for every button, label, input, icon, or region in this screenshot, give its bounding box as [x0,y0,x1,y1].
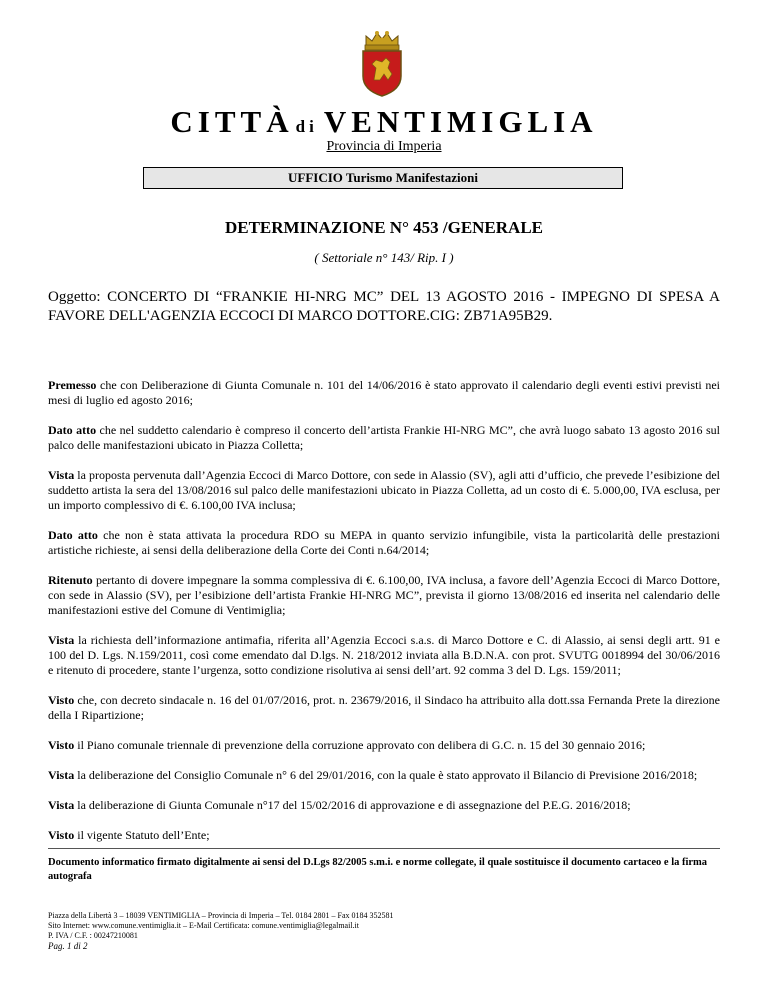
paragraph [48,798,720,813]
page-footer [48,911,720,951]
city-title-part2: VENTIMIGLIA [323,104,598,139]
province-label: Provincia di Imperia [326,139,442,154]
paragraph-text: il vigente Statuto dell’Ente; [74,828,210,842]
paragraph [48,828,720,843]
paragraph-text: pertanto di dovere impegnare la somma complessiva di €. 6.100,00, IVA inclusa, a favore dell’Agenzia Eccoci di Marco Dottore, con sede in Alassio (SV), per l’esibizione dell’artista Frankie HI-NRG MC”, prevista il giorno 13/08/2016 ed inserita nel calendario delle manifestazioni estive del Comune di Ventimiglia; [48,573,720,617]
page-number: Pag. 1 di 2 [48,941,88,951]
city-title [0,104,768,140]
paragraph-text: il Piano comunale triennale di prevenzione della corruzione approvato con delibera di G.C. n. 15 del 30 gennaio 2016; [74,738,646,752]
digital-signature-note: Documento informatico firmato digitalmente ai sensi del D.Lgs 82/2005 s.m.i. e norme collegate, il quale sostituisce il documento cartaceo e la firma autografa [48,857,708,882]
paragraph-lead: Vista [48,768,75,782]
paragraph-lead: Dato atto [48,528,98,542]
paragraph [48,378,720,408]
paragraph [48,423,720,453]
city-title-di: di [295,117,318,136]
footer-web: Sito Internet: www.comune.ventimiglia.it – E-Mail Certificata: comune.ventimiglia@legalmail.it [48,921,359,930]
paragraph-text: che, con decreto sindacale n. 16 del 01/07/2016, prot. n. 23679/2016, il Sindaco ha attribuito alla dott.ssa Fernanda Prete la direzione della I Ripartizione; [48,693,720,722]
paragraph-lead: Vista [48,633,75,647]
document-body [48,378,720,858]
paragraph-text: che non è stata attivata la procedura RDO su MEPA in quanto servizio infungibile, vista la particolarità delle prestazioni artistiche richieste, ai sensi della deliberazione della Corte dei Conti n.64/2014; [48,528,720,557]
subject-line: Oggetto: CONCERTO DI “FRANKIE HI-NRG MC” DEL 13 AGOSTO 2016 - IMPEGNO DI SPESA A FAVORE DELL'AGENZIA ECCOCI DI MARCO DOTTORE.CIG: ZB71A95B29. [48,289,720,324]
paragraph-text: che con Deliberazione di Giunta Comunale n. 101 del 14/06/2016 è stato approvato il calendario degli eventi estivi previsti nei mesi di luglio ed agosto 2016; [48,378,720,407]
paragraph-text: la deliberazione di Giunta Comunale n°17 del 15/02/2016 di approvazione e di assegnazione del P.E.G. 2016/2018; [74,798,631,812]
office-box: UFFICIO Turismo Manifestazioni [143,167,623,189]
paragraph [48,693,720,723]
paragraph-lead: Visto [48,693,75,707]
determination-title: DETERMINAZIONE N° 453 /GENERALE [224,218,544,237]
paragraph [48,468,720,513]
footer-address: Piazza della Libertà 3 – 18039 VENTIMIGLIA – Provincia di Imperia – Tel. 0184 2801 – Fax 0184 352581 [48,911,394,920]
paragraph-text: la proposta pervenuta dall’Agenzia Eccoci di Marco Dottore, con sede in Alassio (SV), agli atti d’ufficio, che prevede l’esibizione del suddetto artista la sera del 13/08/2016 sul palco delle manifestazioni ubicato in Piazza Colletta, ad un costo di €. 5.000,00, IVA esclusa, per un importo complessivo di €. 6.100,00 IVA inclusa; [48,468,720,512]
paragraph-lead: Premesso [48,378,97,392]
paragraph-lead: Dato atto [48,423,97,437]
footer-divider [48,848,720,849]
paragraph [48,528,720,558]
city-title-part1: CITTÀ [170,104,294,139]
paragraph [48,573,720,618]
paragraph-text: la deliberazione del Consiglio Comunale n° 6 del 29/01/2016, con la quale è stato approvato il Bilancio di Previsione 2016/2018; [74,768,698,782]
paragraph [48,768,720,783]
paragraph-lead: Ritenuto [48,573,93,587]
paragraph [48,633,720,678]
paragraph-lead: Visto [48,828,75,842]
footer-vat: P. IVA / C.F. : 00247210081 [48,931,138,940]
city-crest-icon [356,28,408,98]
paragraph-lead: Vista [48,468,75,482]
paragraph-lead: Visto [48,738,75,752]
paragraph-text: la richiesta dell’informazione antimafia, riferita all’Agenzia Eccoci s.a.s. di Marco Dottore e C. di Alassio, ai sensi degli artt. 91 e 100 del D. Lgs. N.159/2011, così come emendato dal D.lgs. N. 218/2012 inviata alla B.D.N.A. con prot. SVUTG 0018994 del 30/06/2016 e ritenuto di procedere, stante l’urgenza, sotto condizione risolutiva ai sensi dell’art. 92 comma 3 del D. Lgs. 159/2011; [48,633,720,677]
determination-subtitle: ( Settoriale n° 143/ Rip. I ) [314,250,454,265]
paragraph-text: che nel suddetto calendario è compreso il concerto dell’artista Frankie HI-NRG MC”, che avrà luogo sabato 13 agosto 2016 sul palco delle manifestazioni ubicato in Piazza Colletta; [48,423,720,452]
paragraph-lead: Vista [48,798,75,812]
paragraph [48,738,720,753]
